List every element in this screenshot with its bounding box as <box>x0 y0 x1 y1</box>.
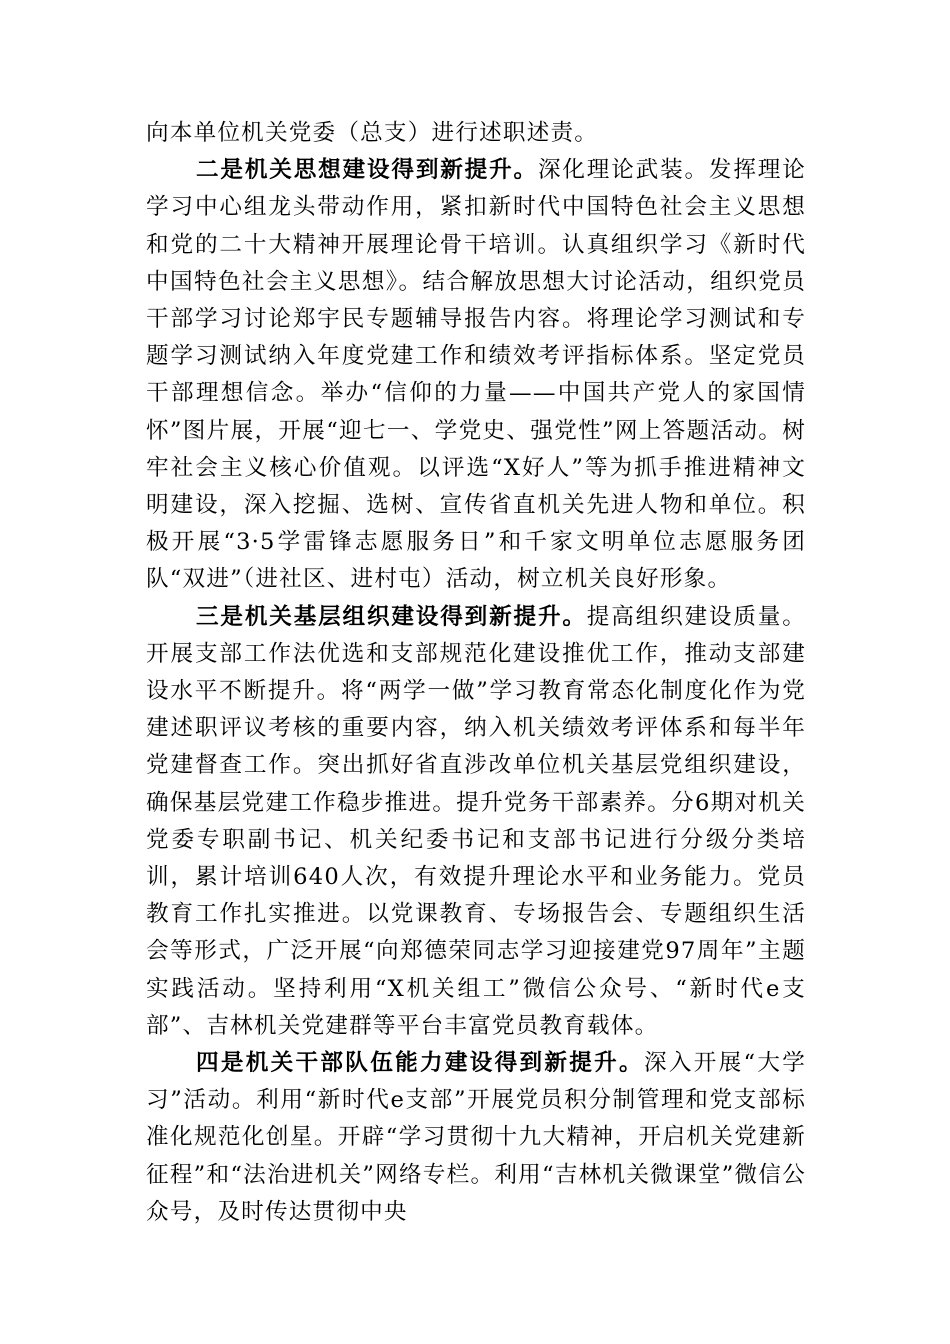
paragraph-2-text: 深化理论武装。发挥理论学习中心组龙头带动作用，紧扣新时代中国特色社会主义思想和党的二十大精神开展理论骨干培训。认真组织学习《新时代中国特色社会主义思想》。结合解放思想大讨论活动，组织党员干部学习讨论郑宇民专题辅导报告内容。将理论学习测试和专题学习测试纳入年度党建工作和绩效考评指标体系。坚定党员干部理想信念。举办“信仰的力量——中国共产党人的家国情怀”图片展，开展“迎七一、学党史、强党性”网上答题活动。树牢社会主义核心价值观。以评选“X好人”等为抓手推进精神文明建设，深入挖掘、选树、宣传省直机关先进人物和单位。积极开展“3·5学雷锋志愿服务日”和千家文明单位志愿服务团队“双进”（进社区、进村屯）活动，树立机关良好形象。 <box>146 157 806 593</box>
paragraph-3-heading: 三是机关基层组织建设得到新提升。 <box>196 603 587 630</box>
paragraph-4 <box>146 1045 806 1231</box>
paragraph-3 <box>146 599 806 1045</box>
document-body <box>146 115 806 1231</box>
paragraph-1 <box>146 115 806 152</box>
paragraph-2-heading: 二是机关思想建设得到新提升。 <box>196 157 538 184</box>
paragraph-3-text: 提高组织建设质量。开展支部工作法优选和支部规范化建设推优工作，推动支部建设水平不断提升。将“两学一做”学习教育常态化制度化作为党建述职评议考核的重要内容，纳入机关绩效考评体系和每半年党建督查工作。突出抓好省直涉改单位机关基层党组织建设，确保基层党建工作稳步推进。提升党务干部素养。分6期对机关党委专职副书记、机关纪委书记和支部书记进行分级分类培训，累计培训640人次，有效提升理论水平和业务能力。党员教育工作扎实推进。以党课教育、专场报告会、专题组织生活会等形式，广泛开展“向郑德荣同志学习迎接建党97周年”主题实践活动。坚持利用“X机关组工”微信公众号、“新时代e支部”、吉林机关党建群等平台丰富党员教育载体。 <box>146 603 806 1039</box>
paragraph-2 <box>146 152 806 598</box>
paragraph-4-heading: 四是机关干部队伍能力建设得到新提升。 <box>196 1050 644 1077</box>
paragraph-1-text: 向本单位机关党委（总支）进行述职述责。 <box>146 120 599 146</box>
paragraph-4-text: 深入开展“大学习”活动。利用“新时代e支部”开展党员积分制管理和党支部标准化规范化创星。开辟“学习贯彻十九大精神，开启机关党建新征程”和“法治进机关”网络专栏。利用“吉林机关微课堂”微信公众号，及时传达贯彻中央 <box>146 1050 806 1225</box>
